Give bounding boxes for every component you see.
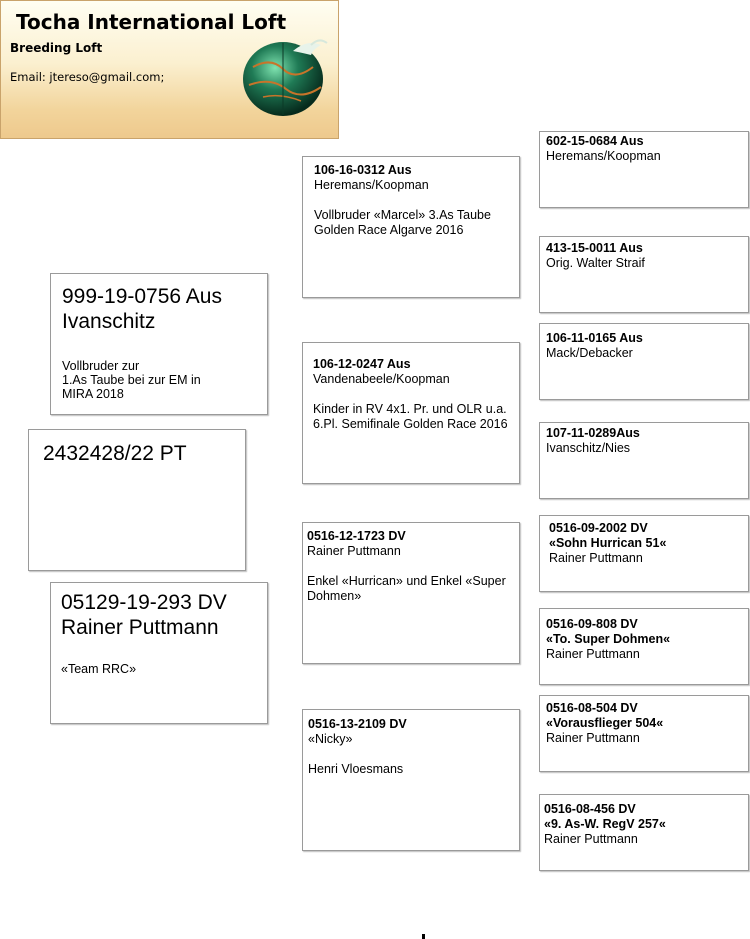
great-grandparent-card (539, 131, 749, 208)
great-grandparent-ring: 0516-08-504 DV (546, 701, 638, 715)
great-grandparent-card (539, 608, 749, 685)
page-marker (422, 934, 425, 939)
great-grandparent-name: «9. As-W. RegV 257« (544, 817, 666, 831)
grandparent-breeder: «Nicky» (308, 732, 353, 746)
great-grandparent-card (539, 236, 749, 313)
grandparent-ring: 0516-12-1723 DV (307, 529, 406, 543)
great-grandparent-breeder: Rainer Puttmann (544, 832, 638, 846)
dam-card (50, 582, 268, 724)
great-grandparent-breeder: Rainer Puttmann (549, 551, 643, 565)
great-grandparent-breeder: Ivanschitz/Nies (546, 441, 631, 455)
grandparent-ring: 106-12-0247 Aus (313, 357, 411, 371)
grandparent-ring: 106-16-0312 Aus (314, 163, 412, 177)
great-grandparent-breeder: Heremans/Koopman (546, 149, 661, 163)
globe-with-pigeon-icon (241, 37, 331, 117)
grandparent-note: Enkel «Hurrican» und Enkel «Super Dohmen» (307, 574, 506, 603)
great-grandparent-name: «Sohn Hurrican 51« (549, 536, 667, 550)
great-grandparent-breeder: Orig. Walter Straif (546, 256, 645, 270)
grandparent-card (302, 156, 520, 298)
great-grandparent-ring: 0516-09-808 DV (546, 617, 638, 631)
loft-header (0, 0, 339, 139)
great-grandparent-breeder: Rainer Puttmann (546, 647, 640, 661)
dam-heading: 05129-19-293 DV Rainer Puttmann (61, 591, 227, 639)
great-grandparent-card (539, 794, 749, 871)
grandparent-card (302, 709, 520, 851)
grandparent-ring: 0516-13-2109 DV (308, 717, 407, 731)
grandparent-breeder: Vandenabeele/Koopman (313, 372, 450, 386)
great-grandparent-ring: 602-15-0684 Aus (546, 134, 644, 148)
loft-email: Email: jtereso@gmail.com; (10, 70, 165, 84)
great-grandparent-card (539, 695, 749, 772)
great-grandparent-ring: 0516-09-2002 DV (549, 521, 648, 535)
subject-ring: 2432428/22 PT (43, 442, 187, 465)
sire-note: Vollbruder zur 1.As Taube bei zur EM in MIRA 2018 (62, 359, 201, 401)
great-grandparent-ring: 106-11-0165 Aus (546, 331, 643, 345)
great-grandparent-ring: 0516-08-456 DV (544, 802, 636, 816)
great-grandparent-card (539, 515, 749, 592)
grandparent-note: Kinder in RV 4x1. Pr. und OLR u.a. 6.Pl. Semifinale Golden Race 2016 (313, 402, 508, 431)
great-grandparent-breeder: Rainer Puttmann (546, 731, 640, 745)
loft-subtitle: Breeding Loft (10, 41, 103, 55)
grandparent-card (302, 522, 520, 664)
great-grandparent-card (539, 422, 749, 499)
dam-note: «Team RRC» (61, 662, 137, 676)
subject-card (28, 429, 246, 571)
great-grandparent-breeder: Mack/Debacker (546, 346, 633, 360)
great-grandparent-card (539, 323, 749, 400)
grandparent-card (302, 342, 520, 484)
sire-card (50, 273, 268, 415)
grandparent-breeder: Rainer Puttmann (307, 544, 401, 558)
great-grandparent-ring: 413-15-0011 Aus (546, 241, 643, 255)
grandparent-note: Vollbruder «Marcel» 3.As Taube Golden Race Algarve 2016 (314, 208, 491, 237)
grandparent-breeder: Heremans/Koopman (314, 178, 429, 192)
loft-title: Tocha International Loft (16, 10, 287, 34)
sire-heading: 999-19-0756 Aus Ivanschitz (62, 285, 222, 333)
grandparent-note: Henri Vloesmans (308, 762, 404, 776)
great-grandparent-ring: 107-11-0289Aus (546, 426, 640, 440)
great-grandparent-name: «To. Super Dohmen« (546, 632, 671, 646)
great-grandparent-name: «Vorausflieger 504« (546, 716, 664, 730)
